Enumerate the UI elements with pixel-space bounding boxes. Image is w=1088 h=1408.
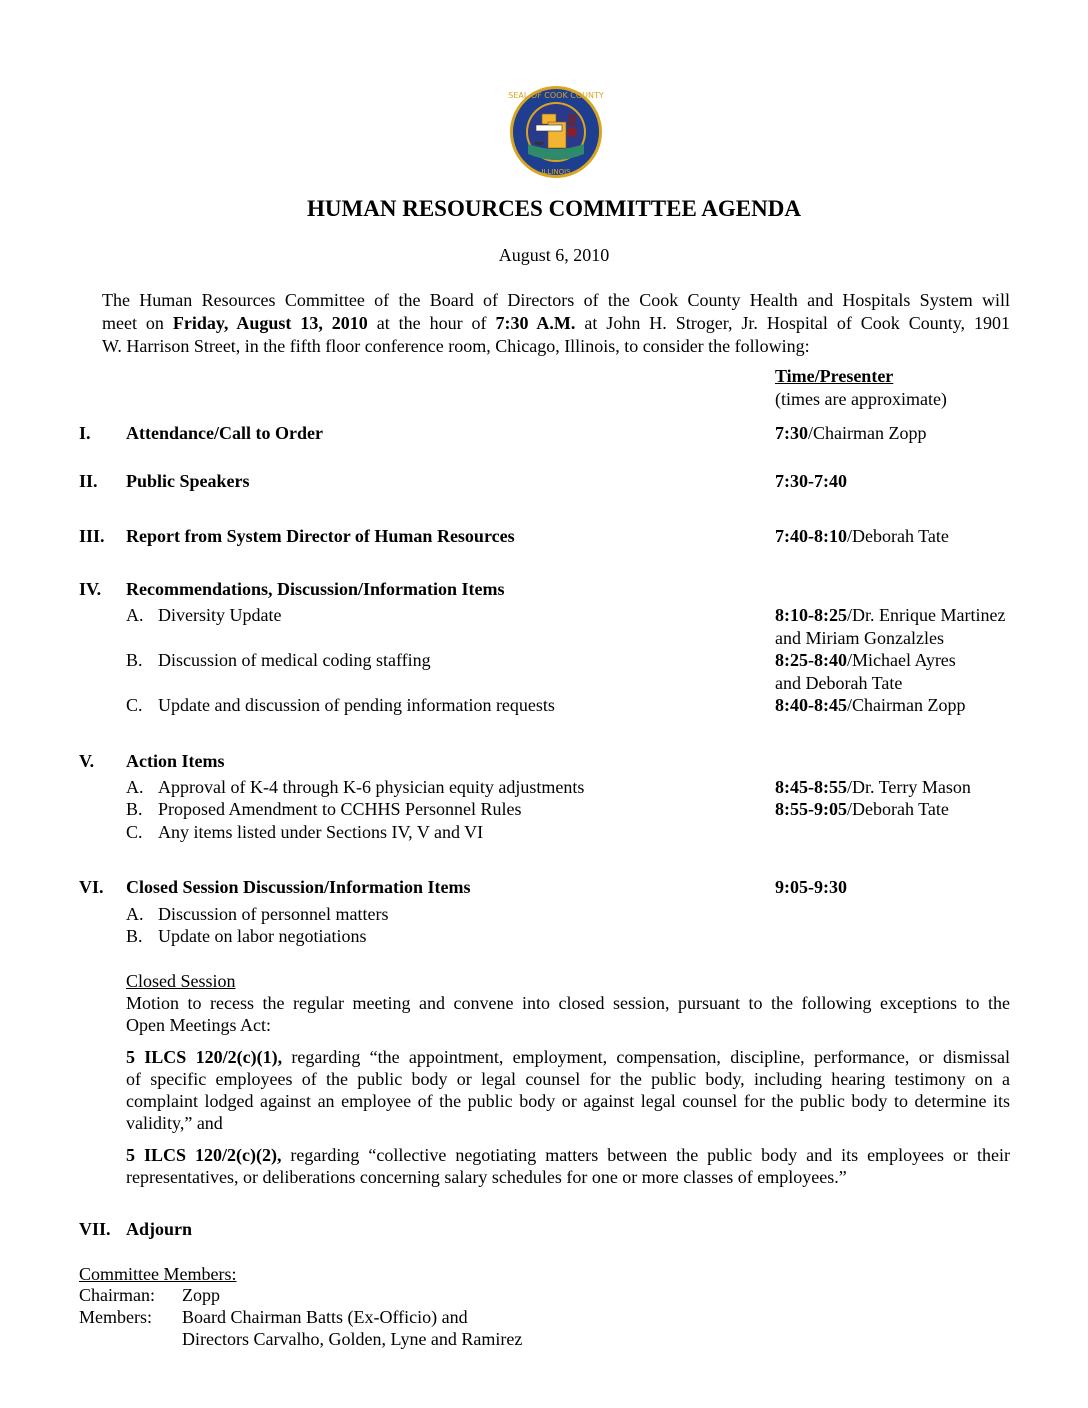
section-number: V. xyxy=(79,751,95,771)
members-value: Board Chairman Batts (Ex-Officio) and xyxy=(182,1307,468,1327)
list-item-text: Approval of K-4 through K-6 physician equity adjustments xyxy=(158,777,585,797)
intro-line: meet on Friday, August 13, 2010 at the hour of 7:30 A.M. at John H. Stroger, Jr. Hospital of Cook County, 1901 xyxy=(102,313,1011,333)
members-value-continued: Directors Carvalho, Golden, Lyne and Ramirez xyxy=(182,1329,523,1349)
exception-1-paragraph: 5 ILCS 120/2(c)(1), regarding “the appointment, employment, compensation, discipline, performance, or dismissal of specific employees of the public body or legal counsel for the public body, including hearing testimony on a complaint lodged against an employee of the public body or against legal counsel for the public body to determine its validity,” and xyxy=(126,1047,1010,1133)
section-number: IV. xyxy=(79,579,102,599)
item-time-presenter: 8:45-8:55/Dr. Terry Mason xyxy=(775,777,971,797)
list-item-letter: C. xyxy=(126,695,143,715)
list-item-letter: B. xyxy=(126,799,143,819)
section-number: I. xyxy=(79,423,91,443)
section-time-presenter: 7:40-8:10/Deborah Tate xyxy=(775,526,949,546)
section-title: Recommendations, Discussion/Information Items xyxy=(126,579,505,599)
list-item-text: Update on labor negotiations xyxy=(158,926,367,946)
intro-paragraph xyxy=(102,289,1010,358)
times-approximate-note: (times are approximate) xyxy=(775,389,947,409)
section-title: Action Items xyxy=(126,751,225,771)
section-number: VII. xyxy=(79,1219,111,1239)
section-title: Report from System Director of Human Resources xyxy=(126,526,515,546)
committee-members-heading: Committee Members: xyxy=(79,1264,237,1284)
list-item-text: Proposed Amendment to CCHHS Personnel Rules xyxy=(158,799,522,819)
section-number: II. xyxy=(79,471,98,491)
list-item-letter: B. xyxy=(126,926,143,946)
exception-1-citation: 5 ILCS 120/2(c)(1), xyxy=(126,1047,283,1067)
section-number: III. xyxy=(79,526,105,546)
exception-2-citation: 5 ILCS 120/2(c)(2), xyxy=(126,1145,282,1165)
exception-2-paragraph: 5 ILCS 120/2(c)(2), regarding “collective negotiating matters between the public body and its employees or their representatives, or deliberations concerning salary schedules for one or more classes of employees.” xyxy=(126,1145,1010,1187)
intro-line: W. Harrison Street, in the fifth floor conference room, Chicago, Illinois, to consider the following: xyxy=(102,336,810,356)
list-item-text: Update and discussion of pending information requests xyxy=(158,695,555,715)
section-number: VI. xyxy=(79,877,104,897)
list-item-text: Any items listed under Sections IV, V and VI xyxy=(158,822,484,842)
chairman-label: Chairman: xyxy=(79,1285,155,1305)
chairman-value: Zopp xyxy=(182,1285,220,1305)
item-presenter-continued: and Deborah Tate xyxy=(775,673,903,693)
cook-county-seal-icon xyxy=(508,84,604,180)
item-time-presenter: 8:40-8:45/Chairman Zopp xyxy=(775,695,966,715)
document-date: August 6, 2010 xyxy=(498,245,610,265)
section-title: Attendance/Call to Order xyxy=(126,423,323,443)
item-time-presenter: 8:10-8:25/Dr. Enrique Martinez xyxy=(775,605,1006,625)
item-presenter-continued: and Miriam Gonzalzles xyxy=(775,628,944,648)
list-item-letter: B. xyxy=(126,650,143,670)
list-item-letter: C. xyxy=(126,822,143,842)
section-title: Adjourn xyxy=(126,1219,193,1239)
list-item-letter: A. xyxy=(126,605,144,625)
page-title: HUMAN RESOURCES COMMITTEE AGENDA xyxy=(307,196,801,221)
section-time-presenter: 7:30-7:40 xyxy=(775,471,847,491)
list-item-letter: A. xyxy=(126,904,144,924)
list-item-text: Discussion of personnel matters xyxy=(158,904,389,924)
section-title: Closed Session Discussion/Information Items xyxy=(126,877,471,897)
closed-session-motion: Motion to recess the regular meeting and convene into closed session, pursuant to the following exceptions to the Open Meetings Act: xyxy=(126,993,1010,1035)
intro-line: The Human Resources Committee of the Board of Directors of the Cook County Health and Hospitals System will xyxy=(102,290,1010,310)
closed-session-heading: Closed Session xyxy=(126,971,236,991)
members-label: Members: xyxy=(79,1307,152,1327)
svg-text:SEAL OF COOK COUNTY: SEAL OF COOK COUNTY xyxy=(508,91,604,100)
meeting-date: Friday, August 13, 2010 xyxy=(172,313,368,333)
meeting-time: 7:30 A.M. xyxy=(495,313,576,333)
list-item-letter: A. xyxy=(126,777,144,797)
item-time-presenter: 8:25-8:40/Michael Ayres xyxy=(775,650,956,670)
section-time-presenter: 7:30/Chairman Zopp xyxy=(775,423,927,443)
list-item-text: Diversity Update xyxy=(158,605,282,625)
svg-text:ILLINOIS: ILLINOIS xyxy=(541,168,571,176)
item-time-presenter: 8:55-9:05/Deborah Tate xyxy=(775,799,949,819)
section-time-presenter: 9:05-9:30 xyxy=(775,877,847,897)
section-title: Public Speakers xyxy=(126,471,250,491)
list-item-text: Discussion of medical coding staffing xyxy=(158,650,431,670)
time-presenter-header: Time/Presenter xyxy=(775,366,894,386)
